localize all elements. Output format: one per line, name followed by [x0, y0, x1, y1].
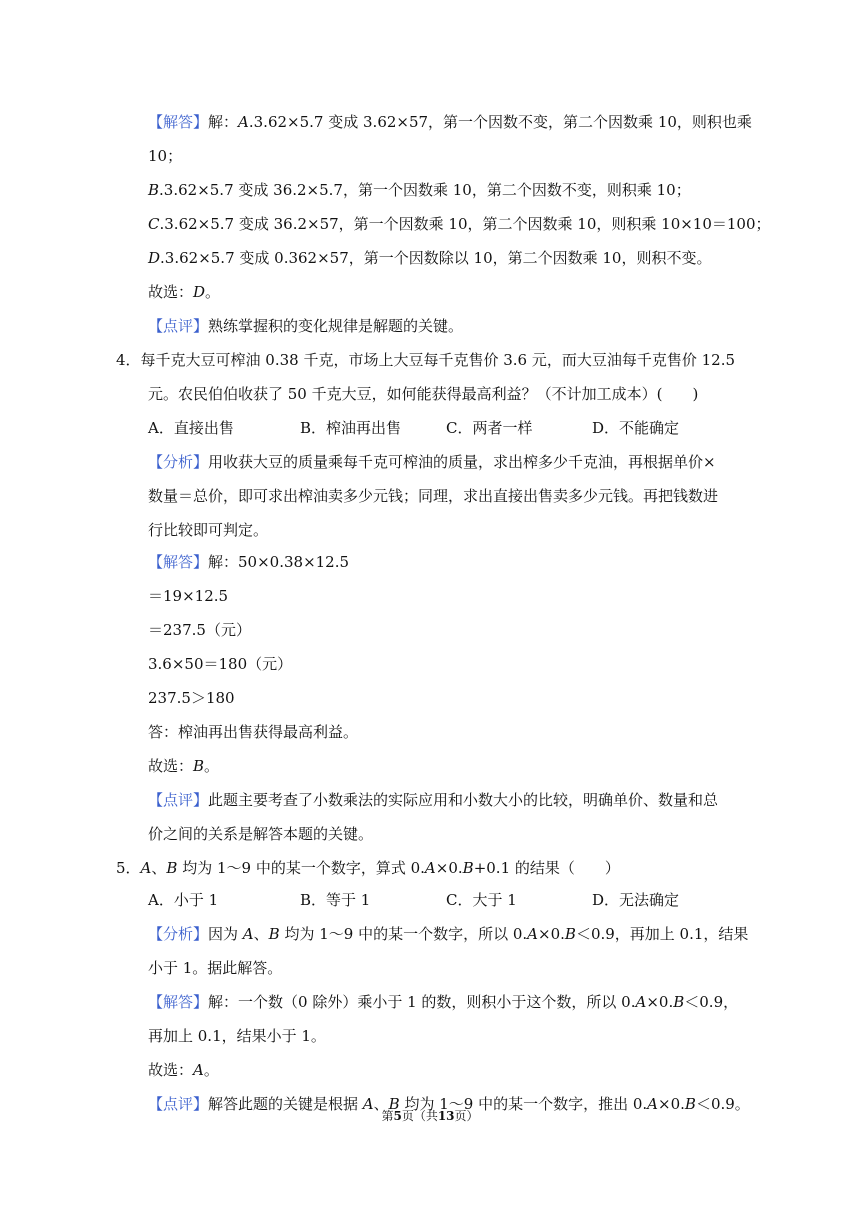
q3-answer-line2: 10；	[148, 147, 183, 165]
current-page-number: 5	[393, 1109, 402, 1123]
analysis-tag: 【分析】	[148, 453, 209, 471]
q5-comment: 【点评】解答此题的关键是根据 A、B 均为 1～9 中的某一个数字，推出 0.A×0.B＜0.9。	[148, 1095, 750, 1113]
comment-tag: 【点评】	[148, 1095, 209, 1113]
q4-comment-line1: 【点评】此题主要考查了小数乘法的实际应用和小数大小的比较，明确单价、数量和总	[148, 791, 719, 809]
q4-comment-line2: 价之间的关系是解答本题的关键。	[148, 825, 374, 843]
analysis-tag: 【分析】	[148, 925, 209, 943]
q5-analysis-line2: 小于 1。据此解答。	[148, 959, 283, 977]
answer-tag: 【解答】	[148, 993, 209, 1011]
q4-calc-4: 237.5＞180	[148, 689, 235, 707]
q4-analysis-line2: 数量＝总价，即可求出榨油卖多少元钱；同理，求出直接出售卖多少元钱。再把钱数进	[148, 487, 719, 505]
q4-answer-line1: 【解答】解：50×0.38×12.5	[148, 553, 350, 571]
q5-answer-line2: 再加上 0.1，结果小于 1。	[148, 1027, 326, 1045]
answer-tag: 【解答】	[148, 113, 209, 131]
q4-analysis-line1: 【分析】用收获大豆的质量乘每千克可榨油的质量，求出榨多少千克油，再根据单价×	[148, 453, 716, 471]
q4-analysis-line3: 行比较即可判定。	[148, 521, 269, 539]
q5-answer-line1: 【解答】解：一个数（0 除外）乘小于 1 的数，则积小于这个数，所以 0.A×0.B＜0.9，	[148, 993, 739, 1011]
q3-option-d-analysis: D.3.62×5.7 变成 0.362×57，第一个因数除以 10，第二个因数乘 10，则积不变。	[148, 249, 712, 267]
q3-answer-line1: 【解答】解：A.3.62×5.7 变成 3.62×57，第一个因数不变，第二个因数乘 10，则积也乘	[148, 113, 752, 131]
q5-stem: 5．A、B 均为 1～9 中的某一个数字，算式 0.A×0.B+0.1 的结果（ ）	[116, 859, 620, 877]
comment-tag: 【点评】	[148, 317, 209, 335]
q5-choose: 故选：A。	[148, 1061, 219, 1079]
total-pages: 13	[437, 1109, 455, 1123]
q4-option-d: D．不能确定	[592, 419, 680, 437]
page-footer: 第5页（共13页）	[381, 1109, 479, 1123]
q5-option-c: C．大于 1	[446, 891, 517, 909]
q5-option-a: A．小于 1	[148, 891, 219, 909]
q3-choose: 故选：D。	[148, 283, 221, 301]
comment-tag: 【点评】	[148, 791, 209, 809]
answer-tag: 【解答】	[148, 553, 209, 571]
q5-analysis-line1: 【分析】因为 A、B 均为 1～9 中的某一个数字，所以 0.A×0.B＜0.9，再加上 0.1，结果	[148, 925, 749, 943]
q4-stem-line2: 元。农民伯伯收获了 50 千克大豆，如何能获得最高利益？（不计加工成本）( )	[148, 385, 699, 403]
q5-option-d: D．无法确定	[592, 891, 680, 909]
q4-calc-2: ＝237.5（元）	[148, 621, 251, 639]
q4-calc-3: 3.6×50＝180（元）	[148, 655, 293, 673]
q4-calc-5: 答：榨油再出售获得最高利益。	[148, 723, 359, 741]
q3-option-c-analysis: C.3.62×5.7 变成 36.2×57，第一个因数乘 10，第二个因数乘 10，则积乘 10×10＝100；	[148, 215, 771, 233]
q3-option-b-analysis: B.3.62×5.7 变成 36.2×5.7，第一个因数乘 10，第二个因数不变，则积乘 10；	[148, 181, 691, 199]
q4-calc-1: ＝19×12.5	[148, 587, 229, 605]
q4-choose: 故选：B。	[148, 757, 220, 775]
q4-stem-line1: 4．每千克大豆可榨油 0.38 千克，市场上大豆每千克售价 3.6 元，而大豆油每千克售价 12.5	[116, 351, 736, 369]
q4-option-b: B．榨油再出售	[300, 419, 402, 437]
q4-option-c: C．两者一样	[446, 419, 533, 437]
q5-option-b: B．等于 1	[300, 891, 371, 909]
q4-option-a: A．直接出售	[148, 419, 234, 437]
q3-comment: 【点评】熟练掌握积的变化规律是解题的关键。	[148, 317, 464, 335]
